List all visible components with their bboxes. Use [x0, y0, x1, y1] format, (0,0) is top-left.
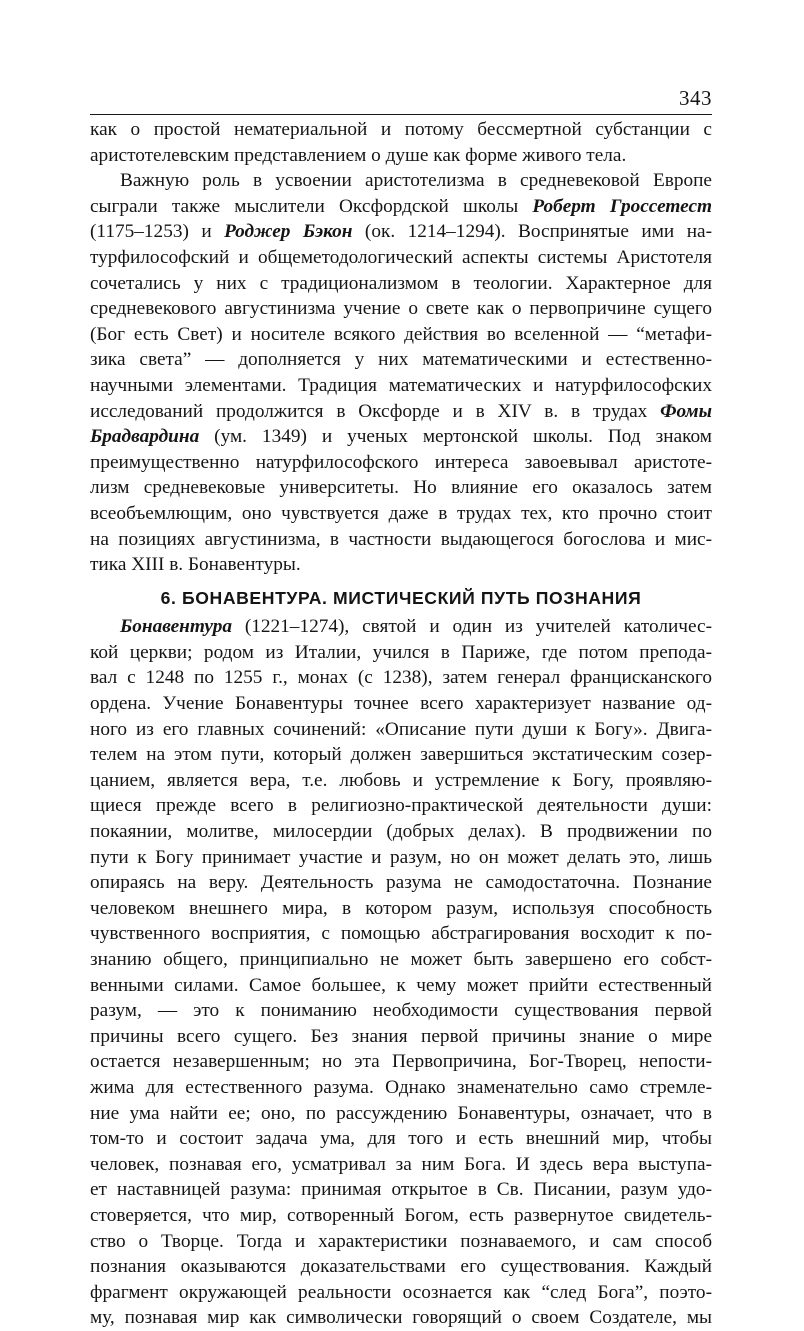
text-line: человеком внешнего мира, в котором разум, используя способность: [90, 897, 712, 919]
text-line: щиеся прежде всего в религиозно-практической деятельности души:: [90, 795, 712, 817]
text-fragment: (ум. 1349) и ученых мертонской школы. Под знаком: [199, 426, 712, 448]
text-line: как о простой нематериальной и потому бессмертной субстанции с: [90, 119, 712, 140]
name-bonaventure: Бонавентура: [120, 616, 232, 638]
text-line: средневекового августинизма учение о свете как о первопричине сущего: [90, 298, 712, 320]
text-line: зика света” — дополняется у них математическими и естественно-: [90, 349, 712, 371]
text-fragment: исследований продолжится в Оксфорде и в XIV в. в трудах: [90, 400, 661, 422]
header-rule: [90, 114, 712, 115]
page-body: [90, 117, 712, 1331]
text-line: му, познавая мир как символически говорящий о своем Создателе, мы: [90, 1307, 712, 1329]
text-fragment: сыграли также мыслители Оксфордской школы: [90, 195, 533, 217]
text-line: пути к Богу принимает участие и разум, но он может делать это, лишь: [90, 846, 712, 868]
text-line: ние ума найти ее; оно, по рассуждению Бонавентуры, означает, что в: [90, 1102, 712, 1124]
text-line: (Бог есть Свет) и носителе всякого действия во вселенной — “метафи-: [90, 323, 712, 345]
text-fragment: (1175–1253) и: [90, 221, 225, 243]
text-line: [90, 219, 712, 245]
text-line: [90, 194, 712, 220]
text-line: [90, 399, 712, 425]
paragraph-bonaventure: [90, 614, 712, 1331]
text-line: жима для естественного разума. Однако знаменательно само стремле-: [90, 1076, 712, 1098]
text-line: на позициях августинизма, в частности выдающегося богослова и мис-: [90, 528, 712, 550]
text-line: тика XIII в. Бонавентуры.: [90, 554, 301, 576]
text-line: стоверяется, что мир, сотворенный Богом, есть развернутое свидетель-: [90, 1204, 712, 1226]
text-line: разум, — это к пониманию необходимости существования первой: [90, 1000, 712, 1022]
name-grosseteste: Роберт Гроссетест: [532, 195, 712, 217]
text-line: вал с 1248 по 1255 г., монах (с 1238), затем генерал францисканского: [90, 667, 712, 689]
name-bradwardine-second: Брадвардина: [90, 426, 200, 448]
text-line: опираясь на веру. Деятельность разума не самодостаточна. Познание: [90, 872, 712, 894]
text-line: человек, познавая его, усматривал за ним Бога. И здесь вера выступа-: [90, 1153, 712, 1175]
text-fragment: (1221–1274), святой и один из учителей католичес-: [231, 616, 712, 638]
text-line: том-то и состоит задача ума, для того и есть внешний мир, чтобы: [90, 1128, 712, 1150]
page-number: 343: [679, 86, 712, 110]
text-line: лизм средневековые университеты. Но влияние его оказалось затем: [90, 477, 712, 499]
text-line: [90, 614, 712, 640]
text-line: покаянии, молитве, милосердии (добрых делах). В продвижении по: [90, 821, 712, 843]
text-line: причины всего сущего. Без знания первой причины знание о мире: [90, 1025, 712, 1047]
text-line: [90, 424, 712, 450]
name-bacon: Роджер Бэкон: [224, 221, 353, 243]
text-line: сочетались у них с традиционализмом в теологии. Характерное для: [90, 272, 712, 294]
paragraph-oxford-school: [90, 168, 712, 578]
text-line: венными силами. Самое большее, к чему может прийти естественный: [90, 974, 712, 996]
text-fragment: (ок. 1214–1294). Воспринятые ими на-: [352, 221, 712, 243]
text-line: фрагмент окружающей реальности осознается как “след Бога”, поэто-: [90, 1281, 712, 1303]
text-line: цанием, является вера, т.е. любовь и устремление к Богу, проявляю-: [90, 769, 712, 791]
text-line: турфилософский и общеметодологический аспекты системы Аристотеля: [90, 246, 712, 268]
text-line: ет наставницей разума: принимая открытое в Св. Писании, разум удо-: [90, 1179, 712, 1201]
text-line: научными элементами. Традиция математических и натурфилософских: [90, 374, 712, 396]
text-line: ство о Творце. Тогда и характеристики познаваемого, и сам способ: [90, 1230, 712, 1252]
text-line: познания оказываются доказательствами его существования. Каждый: [90, 1256, 712, 1278]
text-line: ордена. Учение Бонавентуры точнее всего характеризует название од-: [90, 693, 712, 715]
paragraph-continuation: [90, 117, 712, 168]
text-line: знанию общего, принципиально не может быть завершено его собст-: [90, 949, 712, 970]
section-heading: 6. БОНАВЕНТУРА. МИСТИЧЕСКИЙ ПУТЬ ПОЗНАНИЯ: [160, 587, 642, 608]
text-line: всеобъемлющим, оно чувствуется даже в трудах тех, кто прочно стоит: [90, 502, 712, 524]
text-line: телем на этом пути, который должен завершиться экстатическим созер-: [90, 744, 712, 766]
text-line: остается незавершенным; но эта Первопричина, Бог-Творец, непости-: [90, 1051, 712, 1073]
text-line: ного из его главных сочинений: «Описание пути души к Богу». Двига-: [90, 718, 712, 740]
text-line: кой церкви; родом из Италии, учился в Париже, где потом препода-: [90, 641, 712, 663]
name-bradwardine-first: Фомы: [660, 400, 712, 422]
text-line: аристотелевским представлением о душе как форме живого тела.: [90, 144, 627, 166]
text-line: чувственного восприятия, с помощью абстрагирования восходит к по-: [90, 923, 712, 945]
text-line: преимущественно натурфилософского интереса завоевывал аристоте-: [90, 451, 712, 473]
text-line: Важную роль в усвоении аристотелизма в средневековой Европе: [120, 170, 712, 192]
